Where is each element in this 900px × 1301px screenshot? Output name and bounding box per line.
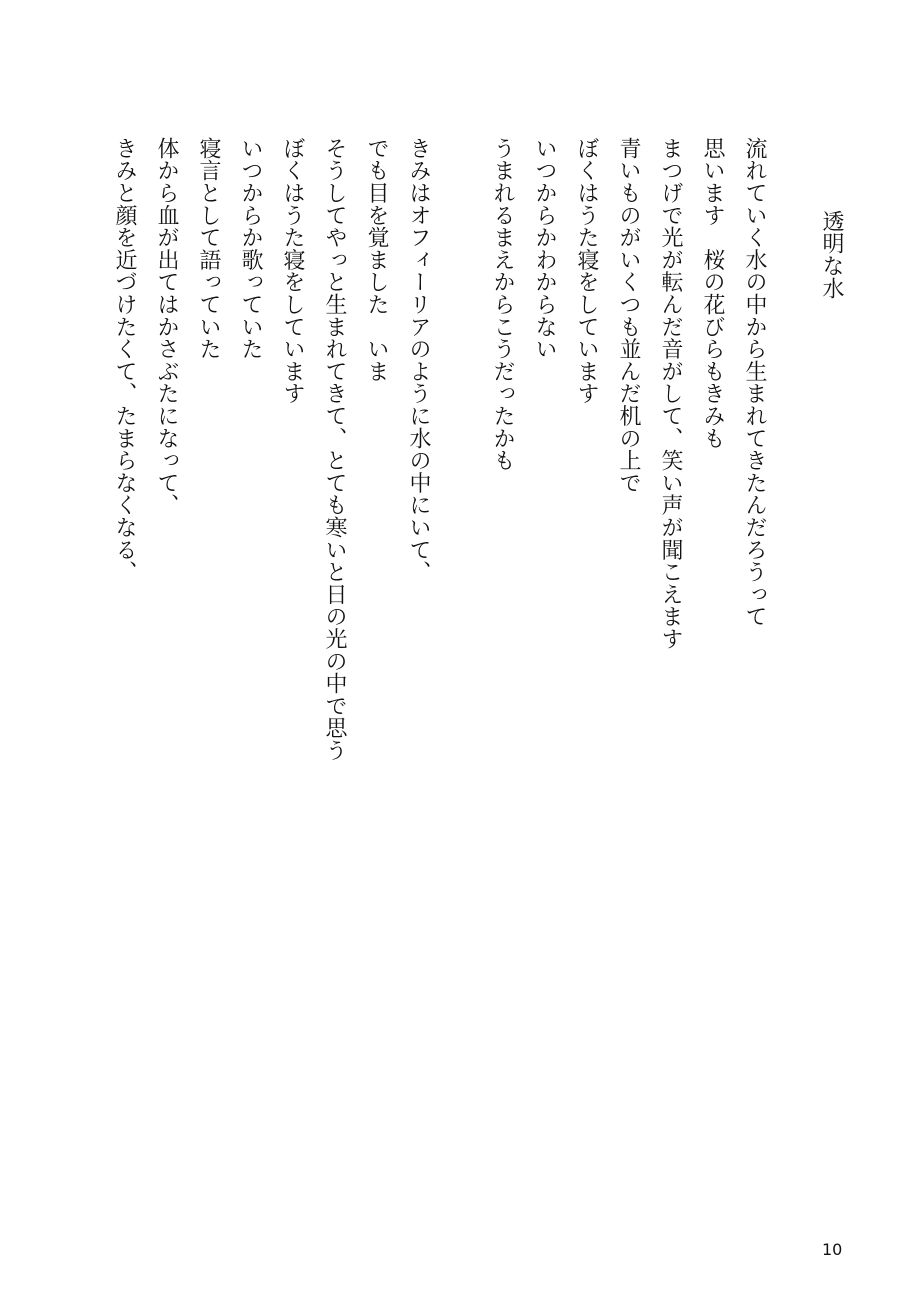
poem-title: 透明な水 — [819, 210, 844, 300]
stanza2-line-2: でも目を覚ました いま — [364, 137, 389, 383]
stanza2-line-8: きみと顔を近づけたくて、たまらなくなる、 — [112, 137, 137, 583]
stanza1-line-3: まつげで光が転んだ音がして、笑い声が聞こえます — [658, 137, 683, 650]
stanza2-line-7: 体から血が出てはかさぶたになって、 — [154, 137, 179, 517]
stanza1-line-2: 思います 桜の花びらもきみも — [700, 137, 725, 450]
stanza2-line-3: そうしてやっと生まれてきて、とても寒いと日の光の中で思う — [322, 137, 347, 762]
stanza2-line-1: きみはオフィーリアのように水の中にいて、 — [406, 137, 431, 583]
stanza1-line-1: 流れていく水の中から生まれてきたんだろうって — [742, 137, 767, 628]
stanza1-line-4: 青いものがいくつも並んだ机の上で — [616, 137, 641, 494]
stanza1-line-7: うまれるまえからこうだったかも — [490, 137, 515, 472]
stanza1-line-6: いつからかわからない — [532, 137, 557, 360]
stanza2-line-6: 寝言として語っていた — [196, 137, 221, 360]
stanza1-line-5: ぼくはうた寝をしています — [574, 137, 599, 405]
stanza2-line-5: いつからか歌っていた — [238, 137, 263, 360]
page-number: 10 — [822, 1240, 843, 1259]
stanza2-line-4: ぼくはうた寝をしています — [280, 137, 305, 405]
